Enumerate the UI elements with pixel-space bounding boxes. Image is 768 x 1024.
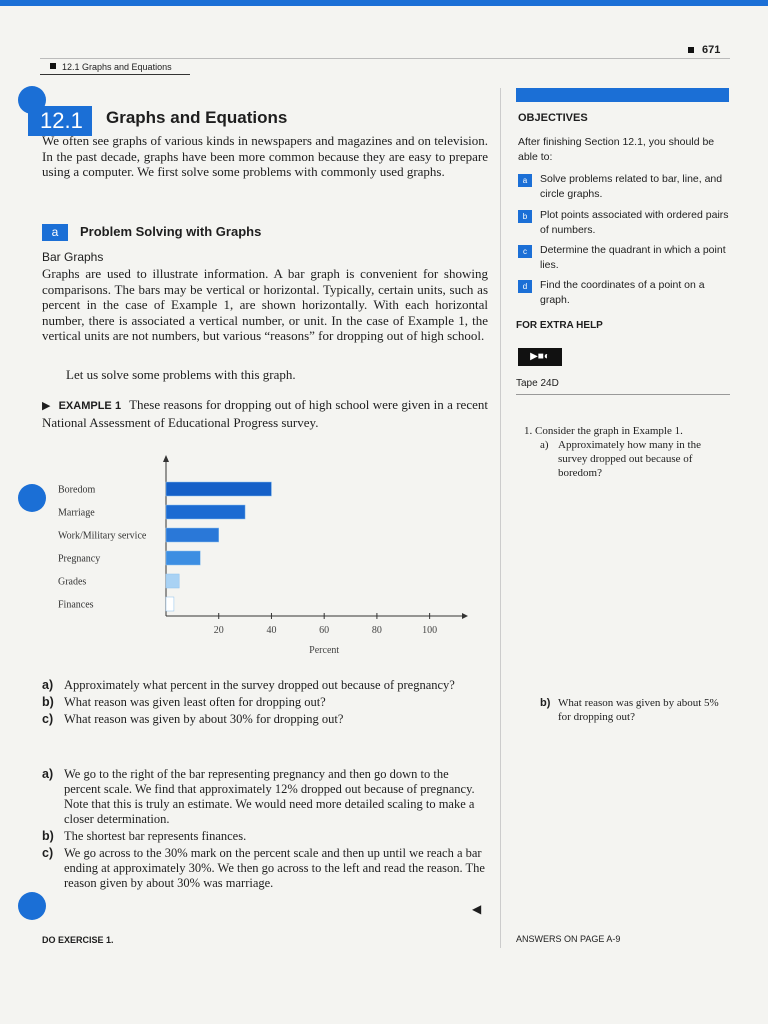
objective-badge: d	[518, 280, 532, 293]
header-rule	[40, 58, 730, 59]
example-questions	[42, 678, 488, 729]
answers-on-page: ANSWERS ON PAGE A-9	[516, 934, 621, 944]
x-axis-label: Percent	[309, 645, 340, 656]
top-edge-bar	[0, 0, 768, 6]
side-exercise-a-text: Approximately how many in the survey dropped out because of boredom?	[558, 439, 701, 479]
intro-paragraph: We often see graphs of various kinds in newspapers and magazines and on television. In the past decade, graphs have been more common because they are easy to prepare using a computer. We first solve some problems with commonly used graphs.	[42, 133, 488, 179]
objective-item	[518, 172, 730, 202]
answer	[42, 767, 488, 827]
column-divider	[500, 88, 501, 948]
x-tick-label: 60	[319, 625, 330, 636]
question-text: What reason was given least often for dropping out?	[64, 695, 326, 709]
let-us-sentence: Let us solve some problems with this graph.	[66, 367, 296, 382]
objective-text: Find the coordinates of a point on a graph.	[540, 279, 705, 306]
side-exercise-1	[524, 424, 728, 480]
question-text: What reason was given by about 30% for dropping out?	[64, 712, 344, 726]
objectives-intro: After finishing Section 12.1, you should be able to:	[518, 136, 715, 163]
side-exercise-number: 1.	[524, 425, 533, 437]
bar	[166, 505, 245, 519]
x-tick-label: 100	[422, 625, 438, 636]
bar-graph-paragraph: Graphs are used to illustrate information. A bar graph is convenient for showing comparisons. The bars may be vertical or horizontal. Typically, certain units, such as percent in the case of Example 1, are shown horizontally. With each horizontal number, there is associated a vertical number, or unit. In the case of Example 1, the vertical units are not numbers, but various “reasons” for dropping out of high school.	[42, 266, 488, 343]
tape-label: Tape 24D	[516, 378, 559, 389]
y-axis-arrow	[163, 455, 169, 462]
category-label: Marriage	[58, 507, 95, 519]
answer-text: We go across to the 30% mark on the percent scale and then up until we reach a bar ending at approximately 30%. We then go across to the left and read the reason. The reason given by about 30% was marriage.	[64, 846, 485, 890]
question	[42, 678, 488, 693]
question	[42, 695, 488, 710]
answer	[42, 846, 488, 891]
question-label: c)	[42, 712, 54, 726]
example-label: EXAMPLE 1	[58, 400, 122, 412]
objectives-bar	[516, 88, 729, 102]
objective-text: Solve problems related to bar, line, and circle graphs.	[540, 173, 723, 200]
bar	[166, 551, 200, 565]
bar-chart	[40, 452, 480, 662]
objective-item	[518, 243, 730, 273]
bar	[166, 528, 219, 542]
side-exercise-a-label: a)	[540, 439, 549, 451]
side-exercise-b-text: What reason was given by about 5% for dropping out?	[558, 697, 719, 723]
subsection-badge: a	[42, 224, 68, 241]
objective-text: Determine the quadrant in which a point lies.	[540, 244, 726, 271]
category-label: Finances	[58, 599, 94, 611]
binder-hole	[18, 892, 46, 920]
bar	[166, 597, 174, 611]
objective-badge: a	[518, 174, 532, 187]
x-tick-label: 80	[371, 625, 382, 636]
answer	[42, 829, 488, 844]
objective-item	[518, 208, 730, 238]
bar-graphs-subhead: Bar Graphs	[42, 250, 104, 264]
objective-text: Plot points associated with ordered pairs of numbers.	[540, 209, 729, 236]
question-label: b)	[42, 695, 54, 709]
side-rule	[516, 394, 730, 395]
video-tape-icon: ▶■◐	[518, 348, 562, 366]
question	[42, 712, 488, 727]
answer-text: The shortest bar represents finances.	[64, 829, 247, 843]
objective-badge: c	[518, 245, 532, 258]
subsection-title: Problem Solving with Graphs	[80, 224, 262, 239]
side-exercise-prompt: Consider the graph in Example 1.	[535, 425, 683, 437]
x-axis-arrow	[462, 613, 468, 619]
section-title: Graphs and Equations	[106, 108, 288, 127]
question-label: a)	[42, 678, 54, 692]
x-tick-label: 40	[266, 625, 277, 636]
section-number: 12.1	[28, 106, 92, 136]
example-answers	[42, 767, 488, 893]
category-label: Pregnancy	[58, 553, 101, 565]
page-number: 671	[688, 44, 720, 56]
category-label: Boredom	[58, 484, 96, 496]
example-1	[42, 397, 488, 430]
end-of-example-icon: ◀	[472, 902, 482, 916]
answer-text: We go to the right of the bar representing pregnancy and then go down to the percent scale. We find that approximately 12% dropped out because of pregnancy. Note that this is truly an estimate. We would need more detailed scaling to make a closer determination.	[64, 767, 475, 826]
extra-help-heading: FOR EXTRA HELP	[516, 320, 603, 331]
answer-label: b)	[42, 829, 54, 843]
category-label: Work/Military service	[58, 530, 147, 542]
category-label: Grades	[58, 576, 87, 588]
play-arrow-icon: ▶	[42, 400, 51, 412]
example-text: These reasons for dropping out of high school were given in a recent National Assessment of Educational Progress survey.	[42, 397, 488, 430]
x-tick-label: 20	[213, 625, 224, 636]
do-exercise-note: DO EXERCISE 1.	[42, 935, 114, 945]
bar	[166, 482, 271, 496]
side-exercise-1b	[540, 696, 730, 724]
objectives-heading: OBJECTIVES	[518, 112, 588, 124]
answer-label: c)	[42, 846, 54, 860]
running-head: 12.1 Graphs and Equations	[40, 62, 190, 75]
question-text: Approximately what percent in the survey dropped out because of pregnancy?	[64, 678, 455, 692]
objective-badge: b	[518, 210, 532, 223]
objective-item	[518, 278, 730, 308]
bar	[166, 574, 179, 588]
answer-label: a)	[42, 767, 54, 781]
side-exercise-b-label: b)	[540, 697, 551, 709]
